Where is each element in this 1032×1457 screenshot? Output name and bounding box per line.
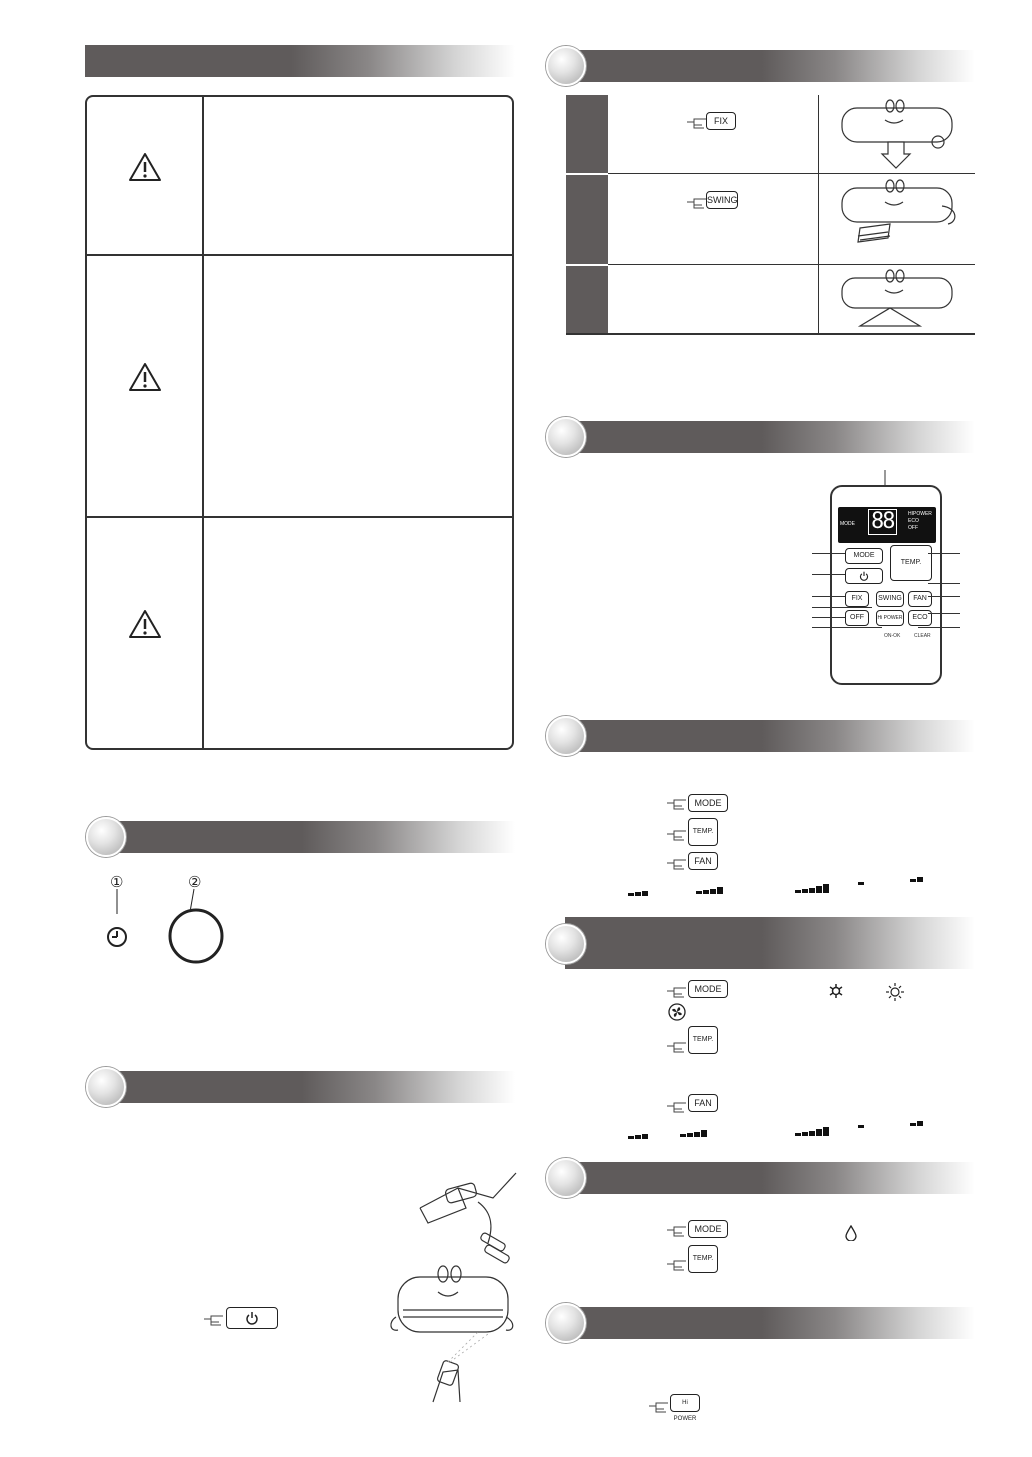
warnings-row-divider: [87, 516, 512, 518]
warnings-row-divider: [87, 254, 512, 256]
fan-speed-quiet: [858, 867, 865, 885]
remote-power-button[interactable]: [845, 568, 883, 584]
remote-display-eco: ECO: [908, 518, 919, 524]
fan-speed-med: [696, 876, 724, 894]
section-bar-dry: [565, 1162, 975, 1194]
remote-callout-right: [928, 553, 960, 554]
sun-icon: [886, 983, 904, 1001]
fix-button-illustration: [706, 112, 736, 130]
section-bar-batteries: [105, 1071, 515, 1103]
remote-callout-left: [812, 627, 882, 628]
remote-temp-label: TEMP.: [900, 559, 922, 566]
power-button-illustration: [226, 1307, 278, 1329]
remote-callout-left: [812, 553, 845, 554]
section-circle: [546, 716, 586, 756]
remote-display-hipower: HIPOWER: [908, 511, 932, 517]
remote-fix-button[interactable]: [845, 591, 869, 607]
temp-button-illustration: [688, 1245, 718, 1273]
remote-callout-right: [928, 613, 960, 614]
remote-callout-right: [928, 583, 960, 584]
marker-1: ①: [110, 874, 124, 891]
clock-icon: [105, 925, 129, 949]
hand-pointer-icon: [666, 797, 688, 811]
battery-compartment-illustration: [418, 1168, 518, 1268]
fan-speed-high: [795, 1118, 830, 1136]
remote-display-digits: 88: [868, 509, 897, 535]
hand-pointer-icon: [666, 1258, 688, 1272]
section-circle: [546, 46, 586, 86]
remote-off-timer-button[interactable]: [845, 610, 869, 626]
fix-label: FIX: [713, 116, 728, 126]
fan-label: FAN: [694, 1098, 712, 1108]
remote-mode-label: MODE: [853, 552, 875, 559]
fan-speed-quiet: [858, 1110, 865, 1128]
remote-hipower-button[interactable]: [876, 610, 904, 626]
hand-pointer-icon: [666, 985, 688, 999]
section-bar-louver: [565, 50, 975, 82]
fan-speed-auto: [910, 864, 924, 882]
remote-callout-right: [918, 627, 960, 628]
hipower-button-illustration: [670, 1394, 700, 1422]
swing-label: SWING: [707, 195, 738, 205]
remote-swing-button[interactable]: [876, 591, 904, 607]
remote-callout-left: [812, 607, 872, 608]
remote-callout-left: [812, 596, 845, 597]
power-icon: [245, 1311, 259, 1325]
section-circle: [86, 1067, 126, 1107]
hand-pointer-icon: [203, 1313, 225, 1327]
louver-fixed-illustration: [830, 98, 970, 170]
remote-control-illustration: [830, 485, 942, 685]
section-circle: [546, 1158, 586, 1198]
fan-speed-low: [628, 878, 649, 896]
fan-label: FAN: [694, 856, 712, 866]
circle-indicator-icon: [166, 906, 226, 966]
remote-clear-label: CLEAR: [914, 633, 931, 639]
hand-pointer-icon: [666, 828, 688, 842]
fan-button-illustration: [688, 1094, 718, 1112]
remote-fan-button[interactable]: [908, 591, 932, 607]
louver-table-row-header: [566, 95, 608, 173]
mode-button-illustration: [688, 1220, 728, 1238]
louver-table-divider: [608, 173, 975, 174]
mode-label: MODE: [694, 1224, 722, 1234]
louver-auto-illustration: [830, 268, 970, 330]
fan-speed-low: [628, 1121, 649, 1139]
hand-pointer-icon: [666, 1040, 688, 1054]
remote-display-mode: MODE: [840, 521, 855, 527]
mode-label: MODE: [694, 984, 722, 994]
section-bar-hipower: [565, 1307, 975, 1339]
hand-pointer-icon: [666, 1224, 688, 1238]
remote-eco-label: ECO: [912, 614, 928, 621]
fan-speed-auto: [910, 1108, 924, 1126]
hand-pointer-icon: [648, 1400, 670, 1414]
section-circle: [546, 924, 586, 964]
warnings-box: [85, 95, 514, 750]
remote-callout-right: [928, 596, 960, 597]
section-circle: [546, 417, 586, 457]
warning-triangle-icon: [128, 362, 162, 392]
snowflake-icon: [828, 983, 844, 999]
louver-table-row-header: [566, 175, 608, 264]
section-circle: [546, 1303, 586, 1343]
louver-table-divider: [608, 264, 975, 265]
remote-fix-label: FIX: [851, 595, 863, 602]
section-bar-warnings: [85, 45, 515, 77]
temp-label: TEMP.: [692, 828, 714, 835]
temp-button-illustration: [688, 818, 718, 846]
temp-label: TEMP.: [692, 1036, 714, 1043]
hipower-label: Hi POWER: [673, 1400, 697, 1422]
remote-off-label: OFF: [850, 614, 864, 621]
remote-check-label: ON-OK: [884, 633, 901, 639]
fan-button-illustration: [688, 852, 718, 870]
remote-display-off: OFF: [908, 525, 918, 531]
section-bar-remote: [565, 421, 975, 453]
remote-hipower-label: Hi POWER: [877, 615, 903, 621]
temp-button-illustration: [688, 1026, 718, 1054]
temp-label: TEMP.: [692, 1255, 714, 1262]
louver-table-vdivider: [818, 95, 819, 333]
section-bar-indicators: [105, 821, 515, 853]
remote-callout-left: [812, 617, 845, 618]
warning-triangle-icon: [128, 152, 162, 182]
section-circle: [86, 817, 126, 857]
section-bar-cool-heat: [565, 917, 975, 969]
fan-speed-med: [680, 1119, 708, 1137]
remote-mode-button[interactable]: [845, 548, 883, 564]
louver-swing-illustration: [830, 178, 970, 262]
warnings-divider: [202, 97, 204, 748]
hand-pointer-icon: [686, 196, 708, 210]
louver-table-bottom: [566, 333, 975, 335]
mode-button-illustration: [688, 794, 728, 812]
marker-2: ②: [188, 874, 202, 891]
drop-icon: [845, 1225, 857, 1241]
remote-callout-left: [812, 574, 845, 575]
swing-button-illustration: [706, 191, 738, 209]
louver-table-row-header: [566, 266, 608, 333]
hand-pointer-icon: [666, 1100, 688, 1114]
fan-icon: [668, 1003, 686, 1021]
remote-display: [838, 507, 936, 543]
mode-button-illustration: [688, 980, 728, 998]
remote-swing-label: SWING: [878, 595, 902, 602]
remote-fan-label: FAN: [913, 595, 927, 602]
hand-pointer-icon: [666, 857, 688, 871]
indoor-unit-illustration: [388, 1262, 518, 1412]
hand-pointer-icon: [686, 116, 708, 130]
mode-label: MODE: [694, 798, 722, 808]
warning-triangle-icon: [128, 609, 162, 639]
section-bar-fan: [565, 720, 975, 752]
remote-temp-button[interactable]: [890, 545, 932, 581]
fan-speed-high: [795, 875, 830, 893]
power-icon: [859, 571, 869, 581]
